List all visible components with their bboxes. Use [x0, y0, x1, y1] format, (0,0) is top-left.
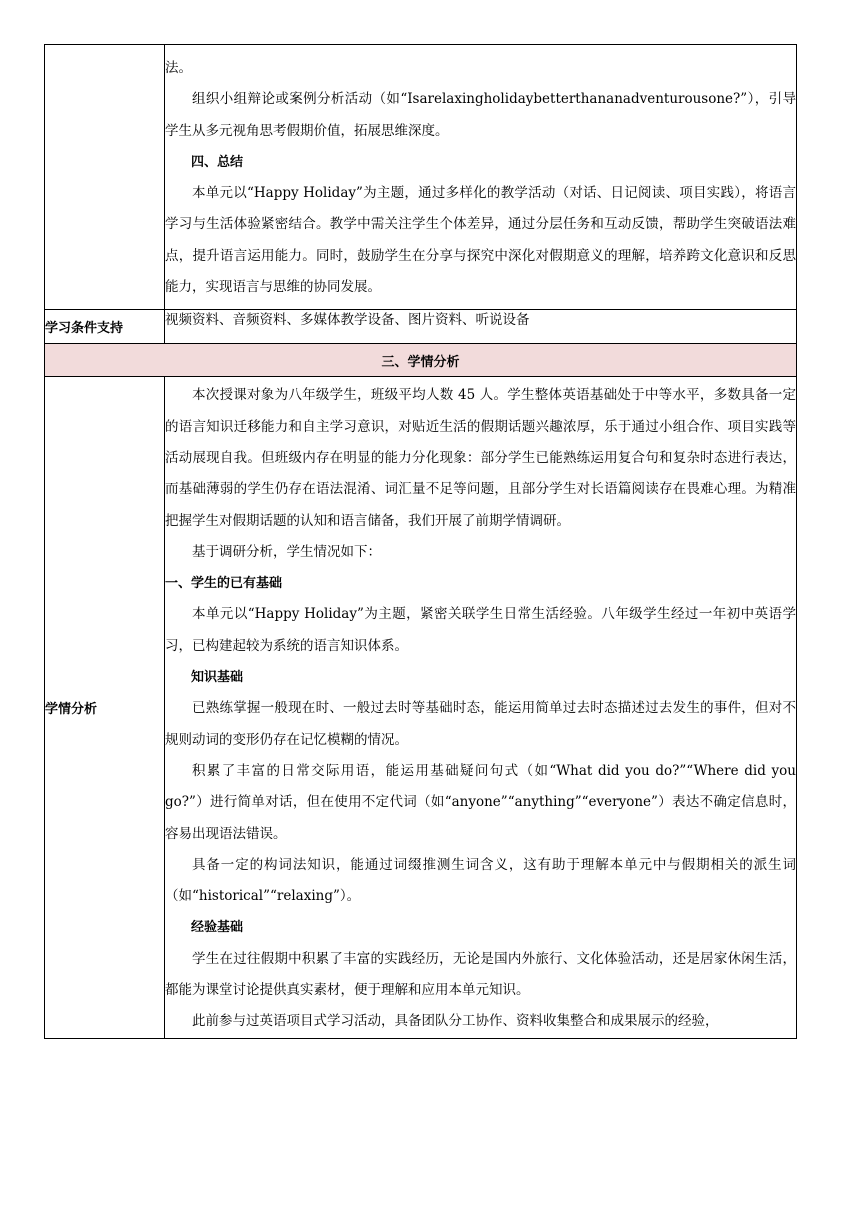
lesson-plan-table — [44, 44, 797, 1039]
summary-row — [45, 45, 797, 310]
analysis-row — [45, 377, 797, 1038]
paragraph: 组织小组辩论或案例分析活动（如“Isarelaxingholidaybetterthananadventurousone?”），引导学生从多元视角思考假期价值，拓展思维深度。 — [165, 91, 796, 139]
section-subheading: 知识基础 — [191, 670, 244, 686]
paragraph: 基于调研分析，学生情况如下： — [192, 543, 381, 560]
analysis-label: 学情分析 — [45, 377, 165, 1038]
paragraph: 此前参与过英语项目式学习活动，具备团队分工协作、资料收集整合和成果展示的经验， — [192, 1013, 719, 1030]
conditions-label: 学习条件支持 — [45, 310, 165, 344]
analysis-content-cell — [165, 377, 797, 1038]
section-subheading: 经验基础 — [191, 920, 244, 936]
summary-label-cell — [45, 45, 165, 310]
conditions-row — [45, 310, 797, 344]
paragraph: 本单元以“Happy Holiday”为主题，通过多样化的教学活动（对话、日记阅读、项目实践），将语言学习与生活体验紧密结合。教学中需关注学生个体差异，通过分层任务和互动反馈，帮助学生突破语法难点，提升语言运用能力。同时，鼓励学生在分享与探究中深化对假期意义的理解，培养跨文化意识和反思能力，实现语言与思维的协同发展。 — [165, 185, 796, 296]
paragraph: 法。 — [165, 60, 192, 76]
section-subheading: 四、总结 — [191, 154, 244, 170]
section-header: 三、学情分析 — [45, 344, 797, 377]
paragraph: 具备一定的构词法知识，能通过词缀推测生词含义，这有助于理解本单元中与假期相关的派生词（如“historical”“relaxing”）。 — [165, 856, 796, 905]
paragraph: 学生在过往假期中积累了丰富的实践经历，无论是国内外旅行、文化体验活动，还是居家休闲生活，都能为课堂讨论提供真实素材，便于理解和应用本单元知识。 — [165, 950, 796, 999]
section-header-row — [45, 344, 797, 377]
summary-content-cell — [165, 45, 797, 310]
paragraph: 本次授课对象为八年级学生，班级平均人数 45 人。学生整体英语基础处于中等水平，多数具备一定的语言知识迁移能力和自主学习意识，对贴近生活的假期话题兴趣浓厚，乐于通过小组合作、项目实践等活动展现自我。但班级内存在明显的能力分化现象：部分学生已能熟练运用复合句和复杂时态进行表达，而基础薄弱的学生仍存在语法混淆、词汇量不足等问题，且部分学生对长语篇阅读存在畏难心理。为精准把握学生对假期话题的认知和语言储备，我们开展了前期学情调研。 — [165, 387, 796, 529]
section-subheading: 一、学生的已有基础 — [165, 576, 283, 592]
conditions-value: 视频资料、音频资料、多媒体教学设备、图片资料、听说设备 — [165, 310, 797, 344]
paragraph: 积累了丰富的日常交际用语，能运用基础疑问句式（如“What did you do?”“Where did you go?”）进行简单对话，但在使用不定代词（如“anyone”“anything”“everyone”）表达不确定信息时，容易出现语法错误。 — [165, 762, 796, 842]
paragraph: 本单元以“Happy Holiday”为主题，紧密关联学生日常生活经验。八年级学生经过一年初中英语学习，已构建起较为系统的语言知识体系。 — [165, 606, 796, 654]
paragraph: 已熟练掌握一般现在时、一般过去时等基础时态，能运用简单过去时态描述过去发生的事件，但对不规则动词的变形仍存在记忆模糊的情况。 — [165, 700, 796, 748]
